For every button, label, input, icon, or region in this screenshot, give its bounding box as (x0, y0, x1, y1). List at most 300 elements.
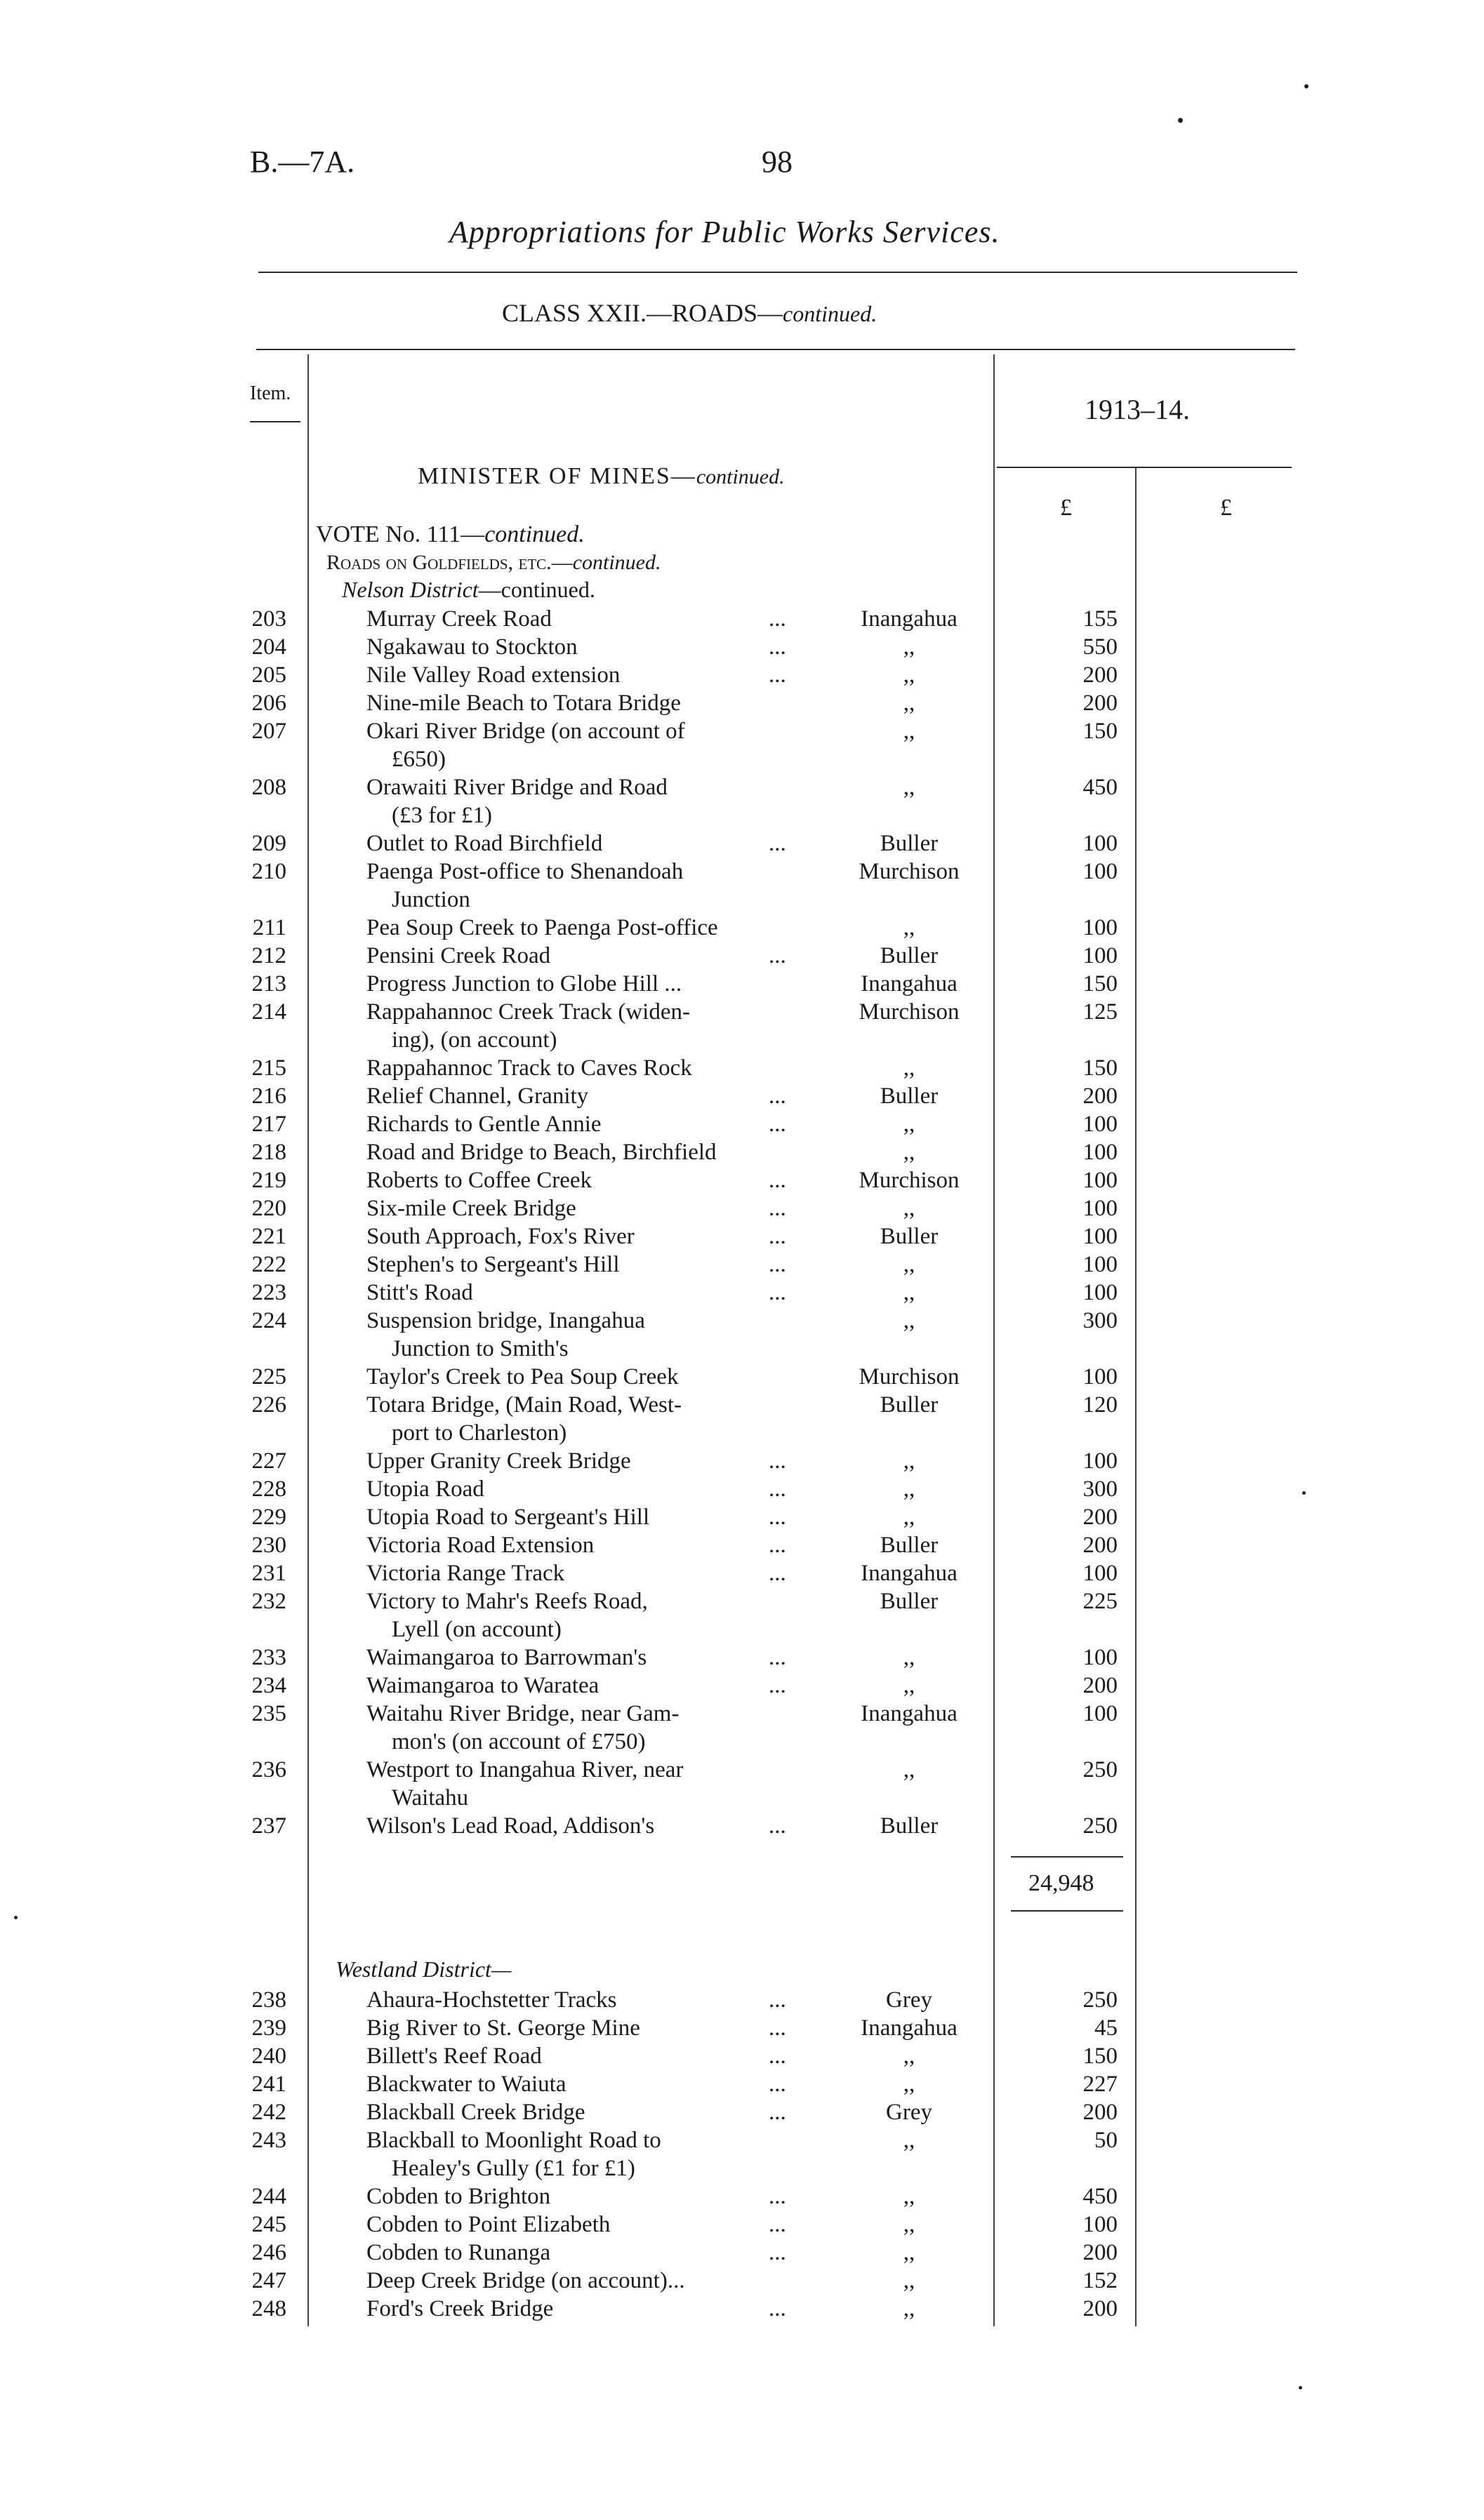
electoral-district: Buller (880, 1224, 939, 1249)
electoral-district: ,, (903, 1308, 915, 1333)
electoral-district: Buller (880, 943, 939, 968)
leader-dots: ... (769, 2212, 786, 2237)
amount-value: 50 (1094, 2128, 1118, 2153)
electoral-district: Murchison (859, 1364, 960, 1389)
item-number: 237 (251, 1813, 286, 1839)
item-description (366, 1138, 802, 1166)
item-description (366, 689, 802, 717)
item-description (366, 1756, 802, 1812)
item-description-text: Okari River Bridge (on account of (366, 719, 685, 744)
leader-dots: ... (769, 1673, 786, 1698)
electoral-district: ,, (903, 1505, 915, 1530)
amount-value: 100 (1082, 1280, 1118, 1305)
electoral-district: ,, (903, 1757, 915, 1782)
electoral-district: Buller (880, 1392, 939, 1418)
leader-dots: ... (769, 1813, 786, 1839)
item-number: 210 (251, 859, 286, 884)
amount-value: 200 (1082, 2240, 1118, 2265)
item-number: 219 (251, 1168, 286, 1193)
leader-dots: ... (769, 1561, 786, 1586)
item-description-text: Blackwater to Waiuta (366, 2072, 567, 2097)
item-description-text: Ahaura-Hochstetter Tracks (366, 1987, 617, 2013)
item-description-text: Suspension bridge, Inangahua (366, 1308, 645, 1333)
electoral-district: Murchison (859, 1168, 960, 1193)
item-description (366, 2098, 802, 2126)
leader-dots: ... (769, 2240, 786, 2265)
item-number: 225 (251, 1364, 286, 1389)
item-number: 218 (251, 1140, 286, 1165)
electoral-district: Inangahua (861, 971, 958, 996)
item-description (366, 2042, 802, 2070)
leader-dots: ... (769, 1112, 786, 1137)
item-number: 208 (251, 775, 286, 800)
item-description (366, 2239, 802, 2267)
item-description-text: Progress Junction to Globe Hill ... (366, 971, 682, 996)
item-description-text: Roberts to Coffee Creek (366, 1168, 592, 1193)
item-number: 235 (251, 1701, 286, 1726)
item-description-text: Billett's Reef Road (366, 2044, 542, 2069)
electoral-district: Buller (880, 1084, 939, 1109)
item-description (366, 970, 802, 998)
item-number: 242 (251, 2100, 286, 2125)
amount-value: 152 (1082, 2268, 1118, 2293)
amount-value: 550 (1082, 634, 1118, 660)
amount-value: 120 (1082, 1392, 1118, 1418)
item-description-text: Taylor's Creek to Pea Soup Creek (366, 1364, 679, 1389)
amount-value: 200 (1082, 1084, 1118, 1109)
item-description-text: Richards to Gentle Annie (366, 1112, 602, 1137)
electoral-district: ,, (903, 1055, 915, 1081)
electoral-district: ,, (903, 2212, 915, 2237)
item-description (366, 2070, 802, 2098)
item-number: 244 (251, 2184, 286, 2209)
item-number: 238 (251, 1987, 286, 2013)
item-description-text: Cobden to Point Elizabeth (366, 2212, 611, 2237)
amount-value: 100 (1082, 1140, 1118, 1165)
amount-value: 200 (1082, 2100, 1118, 2125)
item-number: 224 (251, 1308, 286, 1333)
item-description-text: Pensini Creek Road (366, 943, 551, 968)
electoral-district: ,, (903, 1476, 915, 1502)
amount-value: 100 (1082, 1224, 1118, 1249)
leader-dots: ... (769, 662, 786, 688)
item-description-continuation: Junction to Smith's (392, 1336, 569, 1361)
amount-value: 250 (1082, 1813, 1118, 1839)
item-number: 204 (251, 634, 286, 660)
leader-dots: ... (769, 1987, 786, 2013)
scan-speck (1178, 118, 1183, 123)
item-description (366, 773, 802, 829)
item-description-continuation: Waitahu (392, 1785, 469, 1811)
item-description (366, 1700, 802, 1756)
item-description-text: Blackball to Moonlight Road to (366, 2128, 661, 2153)
item-description (366, 2267, 802, 2295)
amount-value: 100 (1082, 2212, 1118, 2237)
item-description (366, 605, 802, 633)
item-description-text: Nile Valley Road extension (366, 662, 621, 688)
item-description-continuation: £650) (392, 747, 446, 772)
item-description-text: Cobden to Brighton (366, 2184, 551, 2209)
nelson-district-name: Nelson District (342, 577, 479, 602)
electoral-district: Inangahua (861, 1701, 958, 1726)
leader-dots: ... (769, 1533, 786, 1558)
leader-dots: ... (769, 1196, 786, 1221)
item-number: 220 (251, 1196, 286, 1221)
item-number: 215 (251, 1055, 286, 1081)
item-description (366, 998, 802, 1054)
leader-dots: ... (769, 2100, 786, 2125)
leader-dots: ... (769, 2296, 786, 2321)
item-description-continuation: Lyell (on account) (392, 1617, 562, 1642)
item-description-text: Victoria Range Track (366, 1561, 565, 1586)
amount-value: 100 (1082, 943, 1118, 968)
leader-dots: ... (769, 634, 786, 660)
electoral-district: ,, (903, 1140, 915, 1165)
amount-value: 100 (1082, 1252, 1118, 1277)
electoral-district: Buller (880, 1589, 939, 1614)
item-description (366, 1531, 802, 1559)
item-description-text: Stitt's Road (366, 1280, 473, 1305)
title-rule (258, 272, 1297, 273)
item-number: 221 (251, 1224, 286, 1249)
leader-dots: ... (769, 606, 786, 632)
item-number: 227 (251, 1448, 286, 1474)
item-number: 231 (251, 1561, 286, 1586)
item-description-text: Ngakawau to Stockton (366, 634, 578, 660)
amount-value: 100 (1082, 1645, 1118, 1670)
item-description-text: Victoria Road Extension (366, 1533, 595, 1558)
amount-value: 100 (1082, 1364, 1118, 1389)
item-description (366, 2126, 802, 2182)
item-description (366, 1587, 802, 1644)
electoral-district: ,, (903, 1645, 915, 1670)
class-title (502, 298, 877, 328)
item-number: 232 (251, 1589, 286, 1614)
item-description-text: Blackball Creek Bridge (366, 2100, 585, 2125)
item-description (366, 2211, 802, 2239)
electoral-district: Murchison (859, 999, 960, 1025)
item-number: 240 (251, 2044, 286, 2069)
item-description (366, 829, 802, 858)
scan-speck (14, 1916, 18, 1919)
electoral-district: ,, (903, 2044, 915, 2069)
item-number: 239 (251, 2015, 286, 2041)
electoral-district: ,, (903, 2268, 915, 2293)
electoral-district: Buller (880, 1533, 939, 1558)
item-description (366, 2182, 802, 2211)
amount-value: 200 (1082, 691, 1118, 716)
item-number: 230 (251, 1533, 286, 1558)
minister-heading-continued: continued. (696, 465, 785, 488)
item-description (366, 1812, 802, 1840)
item-description-continuation: mon's (on account of £750) (392, 1729, 646, 1754)
item-description-text: Murray Creek Road (366, 606, 552, 632)
amount-value: 450 (1082, 775, 1118, 800)
item-description-text: Wilson's Lead Road, Addison's (366, 1813, 655, 1839)
item-description (366, 633, 802, 661)
item-description-text: Nine-mile Beach to Totara Bridge (366, 691, 681, 716)
item-description (366, 858, 802, 914)
item-description (366, 1363, 802, 1391)
item-description (366, 1447, 802, 1475)
leader-dots: ... (769, 2184, 786, 2209)
class-title-continued: continued. (783, 301, 877, 326)
electoral-district: ,, (903, 719, 915, 744)
electoral-district: ,, (903, 2128, 915, 2153)
amount-value: 227 (1082, 2072, 1118, 2097)
amount-value: 100 (1082, 1701, 1118, 1726)
amount-value: 250 (1082, 1757, 1118, 1782)
electoral-district: ,, (903, 1252, 915, 1277)
item-number: 243 (251, 2128, 286, 2153)
district-column-divider (993, 354, 995, 2326)
leader-dots: ... (769, 1476, 786, 1502)
leader-dots: ... (769, 2072, 786, 2097)
item-number: 213 (251, 971, 286, 996)
item-number: 209 (251, 831, 286, 856)
class-rule (256, 349, 1295, 350)
amount-value: 150 (1082, 2044, 1118, 2069)
leader-dots: ... (769, 1645, 786, 1670)
item-description-text: Totara Bridge, (Main Road, West- (366, 1392, 682, 1418)
amount-value: 100 (1082, 831, 1118, 856)
electoral-district: ,, (903, 634, 915, 660)
item-description (366, 1307, 802, 1363)
amount-value: 45 (1094, 2015, 1118, 2041)
item-description (366, 1672, 802, 1700)
item-description (366, 1054, 802, 1082)
item-number: 206 (251, 691, 286, 716)
amount-value: 125 (1082, 999, 1118, 1025)
item-description-text: Big River to St. George Mine (366, 2015, 640, 2041)
item-description-text: Utopia Road to Sergeant's Hill (366, 1505, 650, 1530)
amount-value: 200 (1082, 1505, 1118, 1530)
item-description-text: Waitahu River Bridge, near Gam- (366, 1701, 680, 1726)
item-number: 205 (251, 662, 286, 688)
amount-value: 200 (1082, 2296, 1118, 2321)
item-header-rule (250, 421, 300, 422)
vote-heading-continued: continued. (484, 521, 585, 547)
page-number: 98 (762, 145, 793, 179)
item-description-text: Victory to Mahr's Reefs Road, (366, 1589, 648, 1614)
item-description-text: Outlet to Road Birchfield (366, 831, 603, 856)
item-number: 216 (251, 1084, 286, 1109)
amount-value: 155 (1082, 606, 1118, 632)
item-description (366, 1644, 802, 1672)
leader-dots: ... (769, 1448, 786, 1474)
item-description-text: Rappahannoc Creek Track (widen- (366, 999, 690, 1025)
item-number: 211 (252, 915, 286, 940)
item-number: 233 (251, 1645, 286, 1670)
item-description (366, 1391, 802, 1447)
leader-dots: ... (769, 2044, 786, 2069)
subtotal-rule-top (1011, 1856, 1123, 1858)
item-description (366, 1082, 802, 1110)
electoral-district: Buller (880, 1813, 939, 1839)
page-title: Appropriations for Public Works Services. (449, 215, 1000, 249)
item-description (366, 1222, 802, 1251)
amount-column-divider (1135, 467, 1137, 2326)
leader-dots: ... (769, 1168, 786, 1193)
electoral-district: ,, (903, 691, 915, 716)
item-description (366, 1986, 802, 2014)
westland-district-heading: Westland District— (336, 1956, 512, 1982)
minister-heading (418, 463, 785, 490)
electoral-district: Inangahua (861, 1561, 958, 1586)
electoral-district: ,, (903, 2240, 915, 2265)
amount-value: 100 (1082, 1448, 1118, 1474)
amount-value: 200 (1082, 1673, 1118, 1698)
electoral-district: Grey (886, 2100, 932, 2125)
item-description-text: Rappahannoc Track to Caves Rock (366, 1055, 692, 1081)
amount-value: 200 (1082, 1533, 1118, 1558)
scan-speck (1302, 1491, 1306, 1495)
item-description-text: Stephen's to Sergeant's Hill (366, 1252, 620, 1277)
item-description-text: South Approach, Fox's River (366, 1224, 635, 1249)
pound-symbol-second: £ (1220, 495, 1232, 521)
item-description (366, 1279, 802, 1307)
item-description (366, 914, 802, 942)
item-number: 203 (251, 606, 286, 632)
pound-symbol-first: £ (1060, 495, 1072, 521)
nelson-district-total: 24,948 (1028, 1870, 1094, 1896)
electoral-district: Buller (880, 831, 939, 856)
item-number: 247 (251, 2268, 286, 2293)
electoral-district: ,, (903, 1196, 915, 1221)
item-description-text: Waimangaroa to Barrowman's (366, 1645, 647, 1670)
item-number: 246 (251, 2240, 286, 2265)
electoral-district: Inangahua (861, 2015, 958, 2041)
electoral-district: ,, (903, 915, 915, 940)
item-number: 241 (251, 2072, 286, 2097)
item-description-text: Utopia Road (366, 1476, 484, 1502)
amount-value: 225 (1082, 1589, 1118, 1614)
amount-value: 100 (1082, 1168, 1118, 1193)
subtotal-rule-bottom (1011, 1910, 1123, 1912)
item-description-text: Ford's Creek Bridge (366, 2296, 554, 2321)
year-column-header: 1913–14. (1085, 394, 1190, 425)
item-description (366, 1475, 802, 1503)
electoral-district: ,, (903, 775, 915, 800)
item-description-continuation: Junction (392, 887, 470, 912)
amount-value: 450 (1082, 2184, 1118, 2209)
amount-value: 300 (1082, 1476, 1118, 1502)
item-number: 236 (251, 1757, 286, 1782)
amount-value: 150 (1082, 719, 1118, 744)
amount-value: 150 (1082, 971, 1118, 996)
item-description-continuation: Healey's Gully (£1 for £1) (392, 2156, 635, 2181)
amount-value: 150 (1082, 1055, 1118, 1081)
item-description (366, 1559, 802, 1587)
item-description (366, 1503, 802, 1531)
item-description-text: Cobden to Runanga (366, 2240, 551, 2265)
leader-dots: ... (769, 1084, 786, 1109)
amount-value: 300 (1082, 1308, 1118, 1333)
item-description (366, 717, 802, 773)
year-header-rule (997, 467, 1292, 468)
item-description (366, 1166, 802, 1194)
electoral-district: ,, (903, 2072, 915, 2097)
item-description-continuation: (£3 for £1) (392, 803, 492, 828)
vote-heading (316, 521, 585, 548)
item-description-text: Road and Bridge to Beach, Birchfield (366, 1140, 717, 1165)
item-column-header: Item. (250, 382, 291, 404)
electoral-district: ,, (903, 2296, 915, 2321)
item-description (366, 1251, 802, 1279)
item-description-text: Paenga Post-office to Shenandoah (366, 859, 684, 884)
electoral-district: ,, (903, 2184, 915, 2209)
item-description-text: Waimangaroa to Waratea (366, 1673, 599, 1698)
item-description-continuation: port to Charleston) (392, 1420, 567, 1446)
electoral-district: ,, (903, 1673, 915, 1698)
leader-dots: ... (769, 1224, 786, 1249)
amount-value: 100 (1082, 915, 1118, 940)
leader-dots: ... (769, 831, 786, 856)
leader-dots: ... (769, 2015, 786, 2041)
scan-speck (1299, 2386, 1302, 2389)
minister-heading-text: MINISTER OF MINES— (418, 463, 696, 489)
item-number: 248 (251, 2296, 286, 2321)
electoral-district: ,, (903, 1448, 915, 1474)
item-number: 207 (251, 719, 286, 744)
leader-dots: ... (769, 943, 786, 968)
class-title-text: CLASS XXII.—ROADS— (502, 299, 783, 327)
leader-dots: ... (769, 1252, 786, 1277)
item-number: 214 (251, 999, 286, 1025)
item-description (366, 2014, 802, 2042)
item-description (366, 661, 802, 689)
leader-dots: ... (769, 1505, 786, 1530)
item-number: 222 (251, 1252, 286, 1277)
item-description-text: Orawaiti River Bridge and Road (366, 775, 668, 800)
amount-value: 100 (1082, 1196, 1118, 1221)
document-reference: B.—7A. (250, 145, 355, 179)
item-number: 234 (251, 1673, 286, 1698)
amount-value: 100 (1082, 1561, 1118, 1586)
item-description-text: Six-mile Creek Bridge (366, 1196, 576, 1221)
item-description-continuation: ing), (on account) (392, 1027, 557, 1053)
item-number: 228 (251, 1476, 286, 1502)
vote-heading-text: VOTE No. 111— (316, 521, 485, 547)
item-number: 223 (251, 1280, 286, 1305)
item-description (366, 1194, 802, 1222)
item-description-text: Relief Channel, Granity (366, 1084, 589, 1109)
item-column-divider (307, 354, 309, 2326)
item-description (366, 2295, 802, 2323)
electoral-district: Grey (886, 1987, 932, 2013)
electoral-district: Murchison (859, 859, 960, 884)
electoral-district: ,, (903, 1112, 915, 1137)
scan-speck (1304, 84, 1309, 88)
amount-value: 200 (1082, 662, 1118, 688)
leader-dots: ... (769, 1280, 786, 1305)
amount-value: 250 (1082, 1987, 1118, 2013)
item-number: 245 (251, 2212, 286, 2237)
roads-heading-continued: continued. (572, 551, 661, 574)
item-number: 217 (251, 1112, 286, 1137)
electoral-district: ,, (903, 1280, 915, 1305)
item-description-text: Westport to Inangahua River, near (366, 1757, 684, 1782)
item-number: 226 (251, 1392, 286, 1418)
item-description-text: Upper Granity Creek Bridge (366, 1448, 631, 1474)
nelson-district-suffix: —continued. (478, 577, 595, 602)
amount-value: 100 (1082, 859, 1118, 884)
item-description-text: Pea Soup Creek to Paenga Post-office (366, 915, 718, 940)
roads-heading (326, 551, 661, 575)
item-number: 212 (251, 943, 286, 968)
roads-heading-text: Roads on Goldfields, etc.— (326, 551, 573, 574)
item-description (366, 942, 802, 970)
